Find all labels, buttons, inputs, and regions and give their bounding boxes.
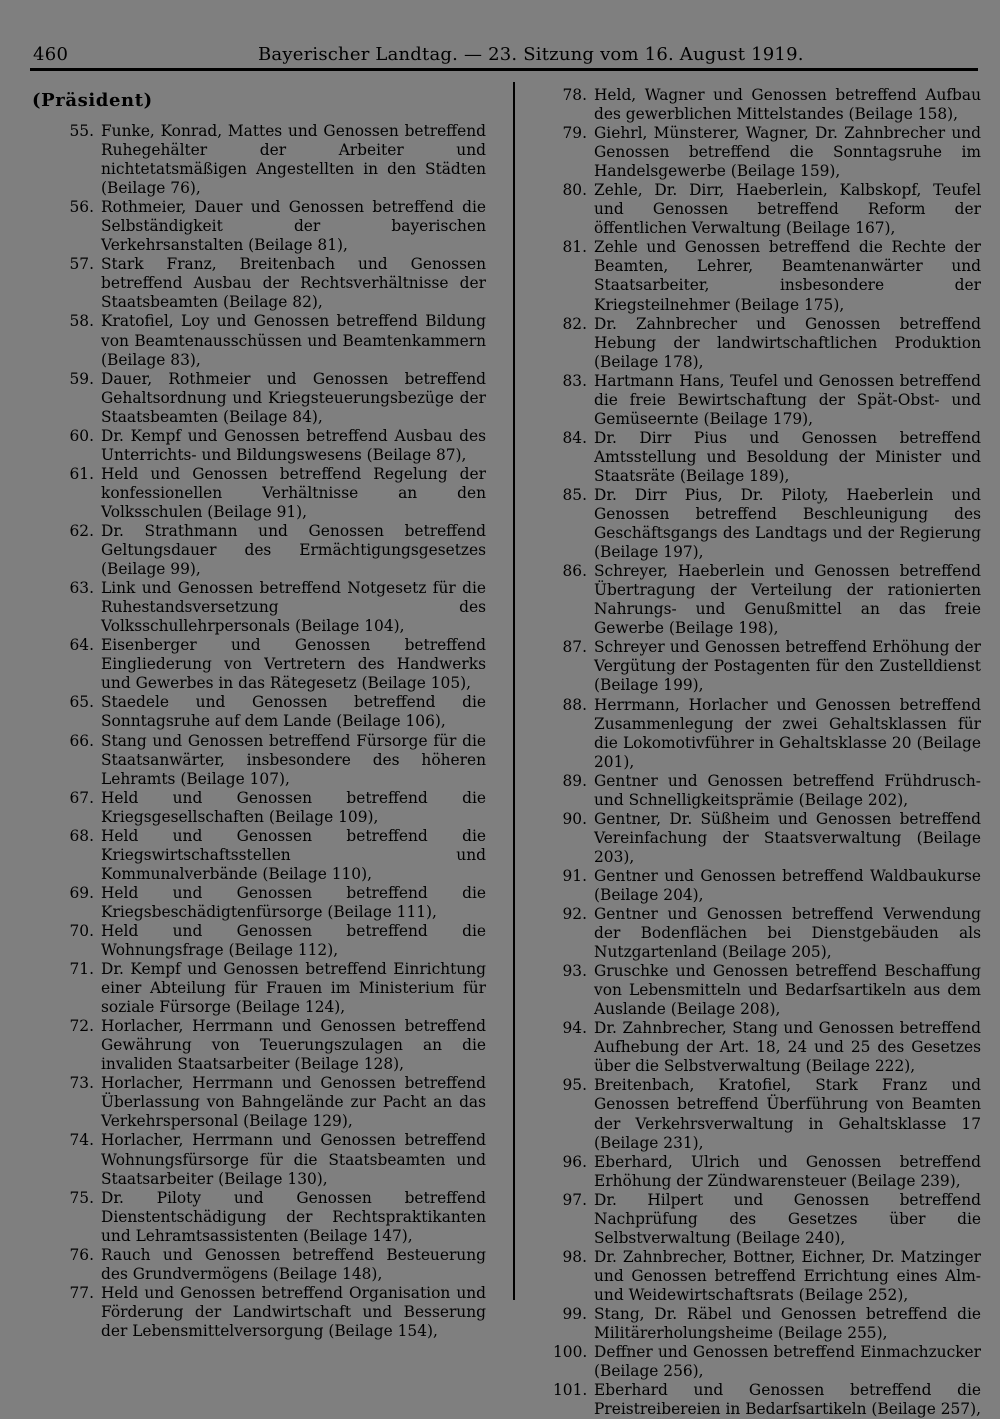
left-column — [60, 122, 486, 1341]
entry-number: 82. — [562, 314, 587, 333]
motion-entry — [60, 370, 486, 427]
motion-entry — [60, 1074, 486, 1131]
entry-number: 61. — [69, 464, 94, 483]
entry-text: Held und Genossen betreffend Organisation und Förderung der Landwirtschaft und Besserung der Lebensmittelversorgung (Beilage 154), — [101, 1283, 486, 1340]
motion-entry — [60, 1131, 486, 1188]
entry-number: 74. — [69, 1131, 94, 1150]
entry-text: Dr. Hilpert und Genossen betreffend Nachprüfung des Gesetzes über die Selbstverwaltung (Beilage 240), — [594, 1190, 981, 1247]
motion-entry — [60, 636, 486, 693]
entry-text: Schreyer und Genossen betreffend Erhöhung der Vergütung der Postagenten für den Zustelldienst (Beilage 199), — [594, 638, 981, 695]
entry-text: Dauer, Rothmeier und Genossen betreffend Gehaltsordnung und Kriegsteuerungsbezüge der Staatsbeamten (Beilage 84), — [101, 369, 486, 426]
entry-number: 98. — [562, 1247, 587, 1266]
section-heading: (Präsident) — [32, 90, 153, 111]
entry-number: 71. — [69, 960, 94, 979]
motion-entry — [60, 465, 486, 522]
entry-text: Stang und Genossen betreffend Fürsorge für die Staatsanwärter, insbesondere des höheren Lehramts (Beilage 107), — [101, 731, 486, 788]
entry-text: Held und Genossen betreffend die Kriegsbeschädigtenfürsorge (Beilage 111), — [101, 883, 486, 921]
motion-entry — [553, 181, 981, 238]
entry-text: Dr. Piloty und Genossen betreffend Dienstentschädigung der Rechtspraktikanten und Lehramtsassistenten (Beilage 147), — [101, 1188, 486, 1245]
motion-entry — [553, 638, 981, 695]
entry-number: 67. — [69, 788, 94, 807]
entry-number: 101. — [553, 1381, 588, 1400]
motion-entry — [60, 579, 486, 636]
motion-entry — [553, 372, 981, 429]
entry-text: Funke, Konrad, Mattes und Genossen betreffend Ruhegehälter der Arbeiter und nichtetatsmäßigen Angestellten in den Städten (Beilage 76), — [101, 122, 486, 198]
motion-entry — [60, 1246, 486, 1284]
entry-number: 56. — [69, 198, 94, 217]
entry-number: 72. — [69, 1017, 94, 1036]
entry-text: Held und Genossen betreffend die Kriegsgesellschaften (Beilage 109), — [101, 788, 486, 826]
motion-entry — [553, 1343, 981, 1381]
motion-entry — [553, 867, 981, 905]
entry-number: 91. — [562, 866, 587, 885]
entry-number: 62. — [69, 521, 94, 540]
entry-text: Stark Franz, Breitenbach und Genossen betreffend Ausbau der Rechtsverhältnisse der Staatsbeamten (Beilage 82), — [101, 255, 486, 312]
motion-entry — [60, 198, 486, 255]
motion-entry — [60, 922, 486, 960]
entry-number: 90. — [562, 809, 587, 828]
motion-entry — [553, 962, 981, 1019]
entry-number: 59. — [69, 369, 94, 388]
motion-entry — [553, 905, 981, 962]
entry-text: Dr. Dirr Pius, Dr. Piloty, Haeberlein und Genossen betreffend Beschleunigung des Geschäftsgangs des Landtags und der Regierung (Beilage 197), — [594, 485, 981, 562]
motion-entry — [553, 1019, 981, 1076]
motion-entry — [60, 427, 486, 465]
entry-text: Held und Genossen betreffend die Kriegswirtschaftsstellen und Kommunalverbände (Beilage 110), — [101, 826, 486, 883]
entry-number: 68. — [69, 826, 94, 845]
entry-number: 57. — [69, 255, 94, 274]
entry-text: Dr. Strathmann und Genossen betreffend Geltungsdauer des Ermächtigungsgesetzes (Beilage 99), — [101, 521, 486, 579]
motion-entry — [553, 1248, 981, 1305]
entry-text: Gentner und Genossen betreffend Frühdrusch- und Schnelligkeitsprämie (Beilage 202), — [594, 771, 981, 809]
motion-entry — [553, 315, 981, 372]
running-title: Bayerischer Landtag. — 23. Sitzung vom 16. August 1919. — [258, 44, 804, 65]
entry-text: Dr. Dirr Pius und Genossen betreffend Amtsstellung und Besoldung der Minister und Staatsräte (Beilage 189), — [594, 428, 981, 485]
motion-entry — [553, 1305, 981, 1343]
motion-entry — [60, 827, 486, 884]
entry-number: 81. — [562, 238, 587, 257]
entry-number: 75. — [69, 1188, 94, 1207]
header-rule — [30, 68, 978, 71]
entry-number: 87. — [562, 638, 587, 657]
entry-number: 73. — [69, 1074, 94, 1093]
entry-text: Dr. Kempf und Genossen betreffend Einrichtung einer Abteilung für Frauen im Ministerium für soziale Fürsorge (Beilage 124), — [101, 960, 486, 1017]
entry-number: 88. — [562, 695, 587, 714]
entry-text: Kratofiel, Loy und Genossen betreffend Bildung von Beamtenausschüssen und Beamtenkammern (Beilage 83), — [101, 312, 486, 369]
right-column — [553, 86, 981, 1419]
entry-number: 69. — [69, 883, 94, 902]
entry-text: Horlacher, Herrmann und Genossen betreffend Gewährung von Teuerungszulagen an die invaliden Staatsarbeiter (Beilage 128), — [101, 1017, 486, 1074]
entry-text: Dr. Zahnbrecher, Bottner, Eichner, Dr. Matzinger und Genossen betreffend Errichtung eines Alm- und Weidewirtschaftsrats (Beilage 252), — [594, 1247, 981, 1304]
entry-text: Dr. Zahnbrecher und Genossen betreffend Hebung der landwirtschaftlichen Produktion (Beilage 178), — [594, 314, 981, 371]
entry-text: Eisenberger und Genossen betreffend Eingliederung von Vertretern des Handwerks und Gewerbes in das Rätegesetz (Beilage 105), — [101, 636, 486, 693]
entry-text: Held, Wagner und Genossen betreffend Aufbau des gewerblichen Mittelstandes (Beilage 158), — [594, 86, 981, 124]
motion-entry — [60, 789, 486, 827]
entry-text: Zehle und Genossen betreffend die Rechte der Beamten, Lehrer, Beamtenanwärter und Staatsarbeiter, insbesondere der Kriegsteilnehmer (Beilage 175), — [594, 238, 981, 314]
entry-text: Held und Genossen betreffend die Wohnungsfrage (Beilage 112), — [101, 921, 486, 960]
motion-entry — [60, 884, 486, 922]
page-header — [0, 0, 1000, 68]
entry-number: 63. — [69, 579, 94, 598]
entry-text: Rauch und Genossen betreffend Besteuerung des Grundvermögens (Beilage 148), — [101, 1245, 486, 1283]
motion-entry — [60, 732, 486, 789]
motion-entry — [553, 486, 981, 562]
entry-text: Giehrl, Münsterer, Wagner, Dr. Zahnbrecher und Genossen betreffend die Sonntagsruhe im Handelsgewerbe (Beilage 159), — [594, 124, 981, 181]
entry-number: 83. — [562, 371, 587, 390]
entry-text: Held und Genossen betreffend Regelung der konfessionellen Verhältnisse an den Volksschulen (Beilage 91), — [101, 464, 486, 521]
entry-number: 55. — [69, 122, 94, 140]
entry-number: 92. — [562, 905, 587, 924]
motion-entry — [553, 86, 981, 124]
motion-entry — [553, 562, 981, 638]
entry-text: Zehle, Dr. Dirr, Haeberlein, Kalbskopf, Teufel und Genossen betreffend Reform der öffentlichen Verwaltung (Beilage 167), — [594, 181, 981, 238]
motion-entry — [553, 1381, 981, 1419]
entry-number: 99. — [562, 1305, 587, 1323]
entry-number: 77. — [69, 1283, 94, 1302]
entry-number: 85. — [562, 485, 587, 504]
motion-entry — [60, 1017, 486, 1074]
motion-entry — [553, 1153, 981, 1191]
motion-entry — [60, 1189, 486, 1246]
entry-text: Gentner und Genossen betreffend Waldbaukurse (Beilage 204), — [594, 866, 981, 904]
entry-text: Horlacher, Herrmann und Genossen betreffend Wohnungsfürsorge für die Staatsbeamten und Staatsarbeiter (Beilage 130), — [101, 1131, 486, 1188]
entry-text: Gruschke und Genossen betreffend Beschaffung von Lebensmitteln und Bedarfsartikeln aus dem Auslande (Beilage 208), — [594, 962, 981, 1019]
entry-text: Eberhard und Genossen betreffend die Preistreibereien in Bedarfsartikeln (Beilage 257), — [594, 1381, 981, 1419]
motion-entry — [553, 429, 981, 486]
entry-number: 100. — [553, 1343, 588, 1362]
entry-number: 65. — [69, 693, 94, 712]
motion-entry — [553, 810, 981, 867]
motion-entry — [553, 1076, 981, 1152]
motion-entry — [553, 696, 981, 772]
entry-number: 76. — [69, 1245, 94, 1264]
entry-number: 79. — [562, 124, 587, 143]
entry-text: Link und Genossen betreffend Notgesetz für die Ruhestandsversetzung des Volksschullehrpersonals (Beilage 104), — [101, 579, 486, 636]
entry-number: 94. — [562, 1019, 587, 1038]
entry-text: Horlacher, Herrmann und Genossen betreffend Überlassung von Bahngelände zur Pacht an das Verkehrspersonal (Beilage 129), — [101, 1074, 486, 1131]
entry-text: Herrmann, Horlacher und Genossen betreffend Zusammenlegung der zwei Gehaltsklassen für die Lokomotivführer in Gehaltsklasse 20 (Beilage 201), — [594, 695, 981, 771]
entry-number: 86. — [562, 562, 587, 581]
entry-number: 66. — [69, 731, 94, 750]
entry-number: 97. — [562, 1190, 587, 1209]
motion-entry — [60, 1284, 486, 1341]
motion-entry — [553, 772, 981, 810]
motion-entry — [60, 960, 486, 1017]
entry-text: Hartmann Hans, Teufel und Genossen betreffend die freie Bewirtschaftung der Spät-Obst- und Gemüseernte (Beilage 179), — [594, 371, 981, 428]
entry-text: Gentner, Dr. Süßheim und Genossen betreffend Vereinfachung der Staatsverwaltung (Beilage 203), — [594, 809, 981, 866]
entry-number: 80. — [562, 181, 587, 200]
motion-entry — [60, 312, 486, 369]
motion-entry — [60, 693, 486, 731]
entry-number: 89. — [562, 771, 587, 790]
entry-number: 70. — [69, 921, 94, 940]
page-number: 460 — [33, 44, 69, 65]
motion-entry — [553, 238, 981, 314]
entry-text: Staedele und Genossen betreffend die Sonntagsruhe auf dem Lande (Beilage 106), — [101, 693, 486, 731]
entry-text: Eberhard, Ulrich und Genossen betreffend Erhöhung der Zündwarensteuer (Beilage 239), — [594, 1152, 981, 1190]
entry-number: 78. — [562, 86, 587, 104]
entry-text: Gentner und Genossen betreffend Verwendung der Bodenflächen bei Dienstgebäuden als Nutzgartenland (Beilage 205), — [594, 905, 981, 962]
entry-text: Rothmeier, Dauer und Genossen betreffend die Selbständigkeit der bayerischen Verkehrsanstalten (Beilage 81), — [101, 198, 486, 255]
motion-entry — [553, 124, 981, 181]
entry-number: 93. — [562, 962, 587, 981]
entry-text: Schreyer, Haeberlein und Genossen betreffend Übertragung der Verteilung der rationierten Nahrungs- und Genußmittel an das freie Gewerbe (Beilage 198), — [594, 562, 981, 638]
entry-number: 58. — [69, 312, 94, 331]
motion-entry — [60, 255, 486, 312]
column-divider — [513, 82, 515, 1300]
entry-text: Stang, Dr. Räbel und Genossen betreffend die Militärerholungsheime (Beilage 255), — [594, 1305, 981, 1343]
entry-text: Breitenbach, Kratofiel, Stark Franz und Genossen betreffend Überführung von Beamten der Verkehrsverwaltung in Gehaltsklasse 17 (Beilage 231), — [594, 1076, 981, 1152]
entry-text: Dr. Zahnbrecher, Stang und Genossen betreffend Aufhebung der Art. 18, 24 und 25 des Gesetzes über die Selbstverwaltung (Beilage 222), — [594, 1019, 981, 1076]
entry-number: 95. — [562, 1076, 587, 1095]
motion-entry — [553, 1191, 981, 1248]
motion-entry — [60, 122, 486, 198]
entry-number: 64. — [69, 636, 94, 655]
entry-text: Deffner und Genossen betreffend Einmachzucker (Beilage 256), — [594, 1343, 981, 1381]
entry-number: 60. — [69, 426, 94, 445]
entry-number: 96. — [562, 1152, 587, 1171]
entry-text: Dr. Kempf und Genossen betreffend Ausbau des Unterrichts- und Bildungswesens (Beilage 87), — [101, 426, 486, 464]
motion-entry — [60, 522, 486, 579]
entry-number: 84. — [562, 428, 587, 447]
